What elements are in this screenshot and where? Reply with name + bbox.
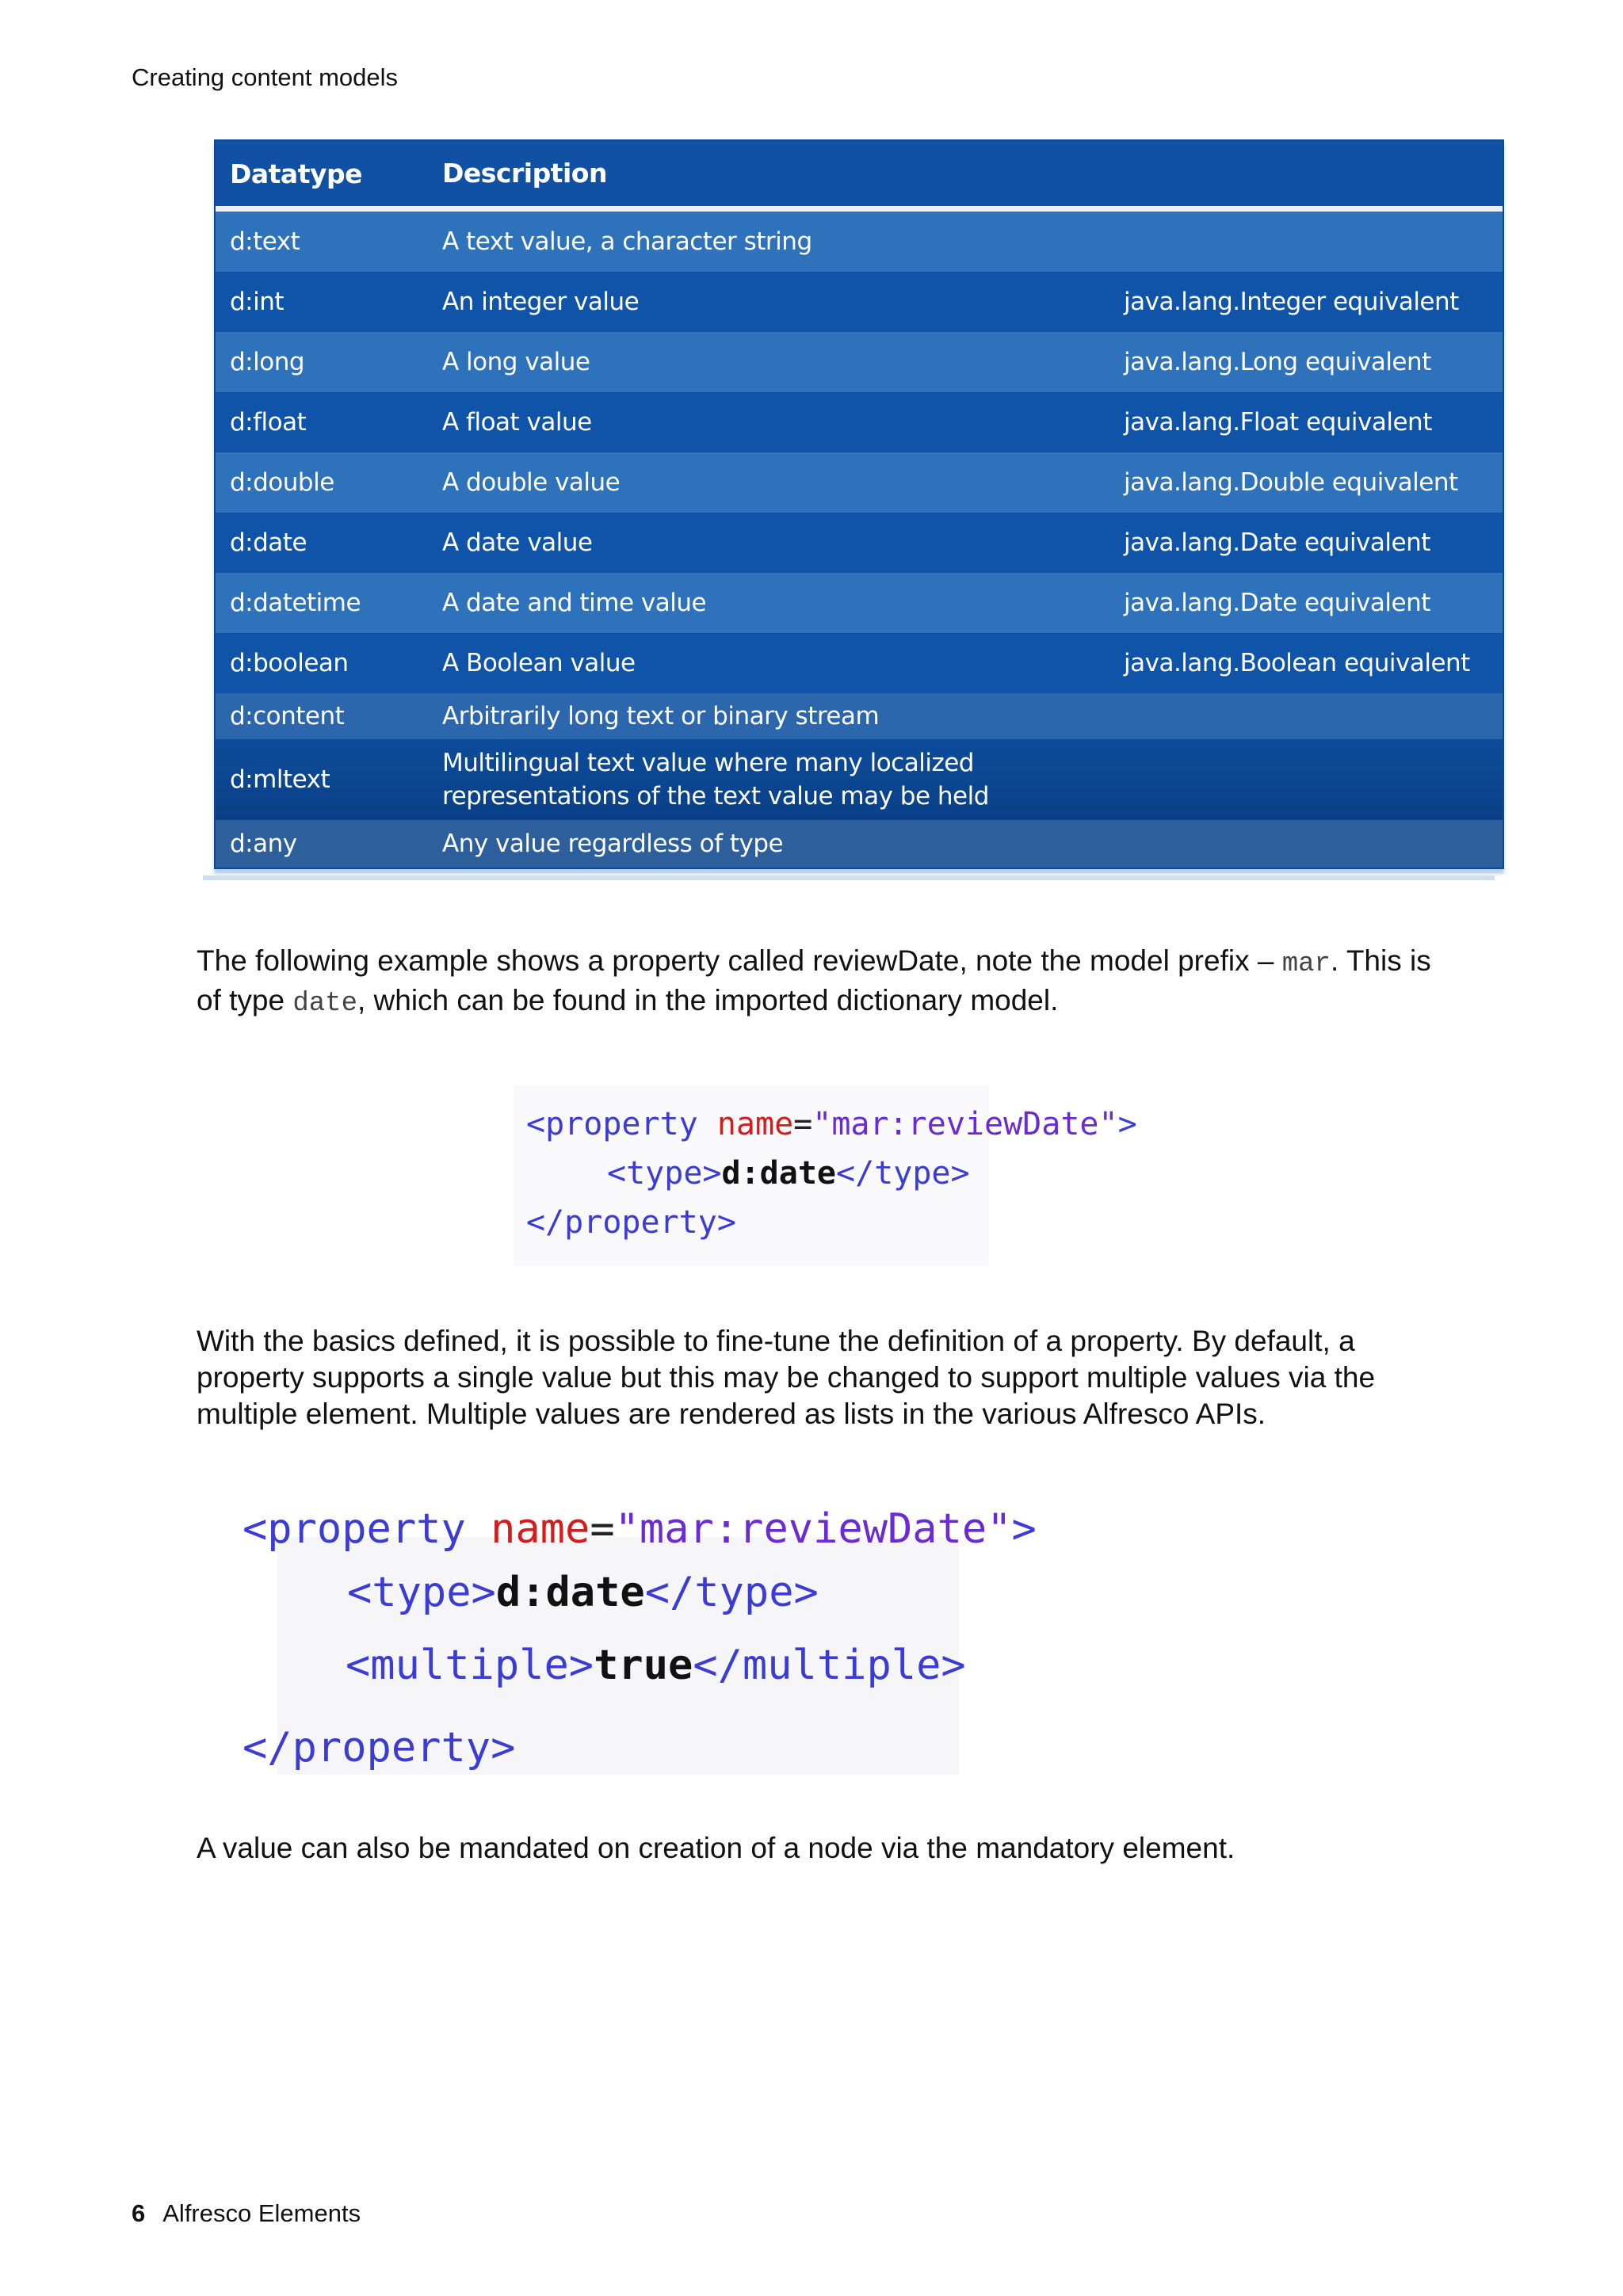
- running-header: Creating content models: [132, 63, 399, 91]
- code-line: [242, 1724, 515, 1772]
- text-run: . This is: [1330, 944, 1431, 977]
- table-row: [216, 452, 1503, 513]
- datatype-table: [214, 139, 1504, 869]
- code-token: </property>: [526, 1204, 736, 1241]
- code-line: [526, 1204, 736, 1241]
- java-cell: java.lang.Double equivalent: [1124, 468, 1458, 497]
- table-row: [216, 693, 1503, 739]
- code-token: </type>: [644, 1569, 819, 1616]
- code-token: <multiple>: [346, 1642, 594, 1689]
- datatype-cell: d:float: [230, 408, 307, 437]
- java-cell: java.lang.Date equivalent: [1124, 589, 1430, 617]
- code-token: name: [465, 1505, 590, 1553]
- description-cell: [441, 746, 1119, 813]
- description-cell: Any value regardless of type: [442, 830, 784, 858]
- code-token: </multiple>: [693, 1642, 966, 1689]
- code-token: >: [1011, 1505, 1037, 1553]
- table-row: [216, 573, 1503, 633]
- datatype-cell: d:boolean: [230, 649, 349, 677]
- datatype-cell: d:mltext: [230, 765, 330, 794]
- datatype-cell: d:datetime: [230, 589, 361, 617]
- table-row: [216, 212, 1503, 272]
- code-token: <type>: [347, 1569, 496, 1616]
- table-row: [216, 739, 1503, 820]
- table-row: [216, 272, 1503, 332]
- description-cell: A double value: [442, 468, 621, 497]
- paragraph-mandatory: A value can also be mandated on creation of a node via the mandatory element.: [197, 1832, 1235, 1864]
- description-cell: A date and time value: [442, 589, 707, 617]
- paragraph-reviewdate-intro: [197, 943, 1488, 1022]
- paragraph-line: [197, 943, 1488, 982]
- datatype-cell: d:date: [230, 528, 307, 557]
- description-cell: A date value: [442, 528, 593, 557]
- paragraph-line: With the basics defined, it is possible to fine-tune the definition of a property. By default, a: [197, 1325, 1355, 1357]
- code-example-multiple: [230, 1482, 1037, 1798]
- description-line: representations of the text value may be held: [442, 782, 989, 810]
- code-token: d:date: [495, 1569, 645, 1616]
- description-cell: A Boolean value: [442, 649, 636, 677]
- code-token: =: [793, 1106, 813, 1142]
- page-number: 6: [132, 2199, 146, 2227]
- description-cell: A long value: [442, 348, 590, 376]
- code-token: name: [697, 1106, 794, 1142]
- code-token: </property>: [242, 1724, 516, 1772]
- code-example-property: [514, 1085, 1137, 1266]
- code-token: "mar:reviewDate": [614, 1505, 1012, 1553]
- column-header-description: Description: [442, 158, 607, 189]
- description-cell: A float value: [442, 408, 592, 437]
- code-token: "mar:reviewDate": [812, 1106, 1118, 1142]
- datatype-cell: d:long: [230, 348, 305, 376]
- paragraph-line: property supports a single value but this may be changed to support multiple values via the: [197, 1361, 1376, 1394]
- code-token: >: [1117, 1106, 1137, 1142]
- java-cell: java.lang.Float equivalent: [1124, 408, 1432, 437]
- datatype-cell: d:content: [230, 702, 345, 730]
- code-token: <property: [526, 1106, 698, 1142]
- description-cell: Arbitrarily long text or binary stream: [442, 702, 880, 730]
- java-cell: java.lang.Boolean equivalent: [1124, 649, 1470, 677]
- table-row: [216, 332, 1503, 392]
- column-header-datatype: Datatype: [230, 158, 362, 189]
- text-run: The following example shows a property called reviewDate, note the model prefix –: [197, 944, 1282, 977]
- footer-doc-title: Alfresco Elements: [162, 2199, 361, 2227]
- table-header-row: [216, 141, 1503, 212]
- table-row: [216, 820, 1503, 868]
- code-token: =: [590, 1505, 615, 1553]
- page-footer: [132, 2199, 361, 2228]
- code-token: <type>: [607, 1155, 722, 1192]
- description-line: Multilingual text value where many localized: [442, 749, 974, 777]
- paragraph-multiple-values: [197, 1323, 1488, 1432]
- code-token: d:date: [721, 1155, 836, 1192]
- table-row: [216, 633, 1503, 693]
- code-line: [347, 1569, 819, 1616]
- description-cell: A text value, a character string: [442, 227, 812, 256]
- paragraph-line: [197, 982, 1488, 1022]
- code-line: [607, 1155, 970, 1192]
- datatype-cell: d:double: [230, 468, 334, 497]
- inline-code-mar: mar: [1281, 949, 1331, 979]
- inline-code-date: date: [292, 989, 357, 1019]
- code-line: [526, 1106, 1137, 1142]
- paragraph-line: multiple element. Multiple values are rendered as lists in the various Alfresco APIs.: [197, 1398, 1266, 1430]
- table-row: [216, 392, 1503, 452]
- java-cell: java.lang.Integer equivalent: [1124, 288, 1459, 316]
- datatype-cell: d:int: [230, 288, 285, 316]
- code-token: <property: [242, 1505, 466, 1553]
- java-cell: java.lang.Long equivalent: [1124, 348, 1431, 376]
- datatype-cell: d:any: [230, 830, 297, 858]
- text-run: of type: [197, 984, 293, 1016]
- table-row: [216, 513, 1503, 573]
- code-line: [242, 1505, 1037, 1553]
- table-underline: [203, 875, 1495, 880]
- code-token: true: [594, 1642, 693, 1689]
- code-line: [346, 1642, 966, 1689]
- datatype-cell: d:text: [230, 227, 300, 256]
- description-cell: An integer value: [442, 288, 640, 316]
- datatype-table-figure: [203, 139, 1495, 880]
- java-cell: java.lang.Date equivalent: [1124, 528, 1430, 557]
- text-run: , which can be found in the imported dictionary model.: [357, 984, 1059, 1016]
- code-token: </type>: [836, 1155, 970, 1192]
